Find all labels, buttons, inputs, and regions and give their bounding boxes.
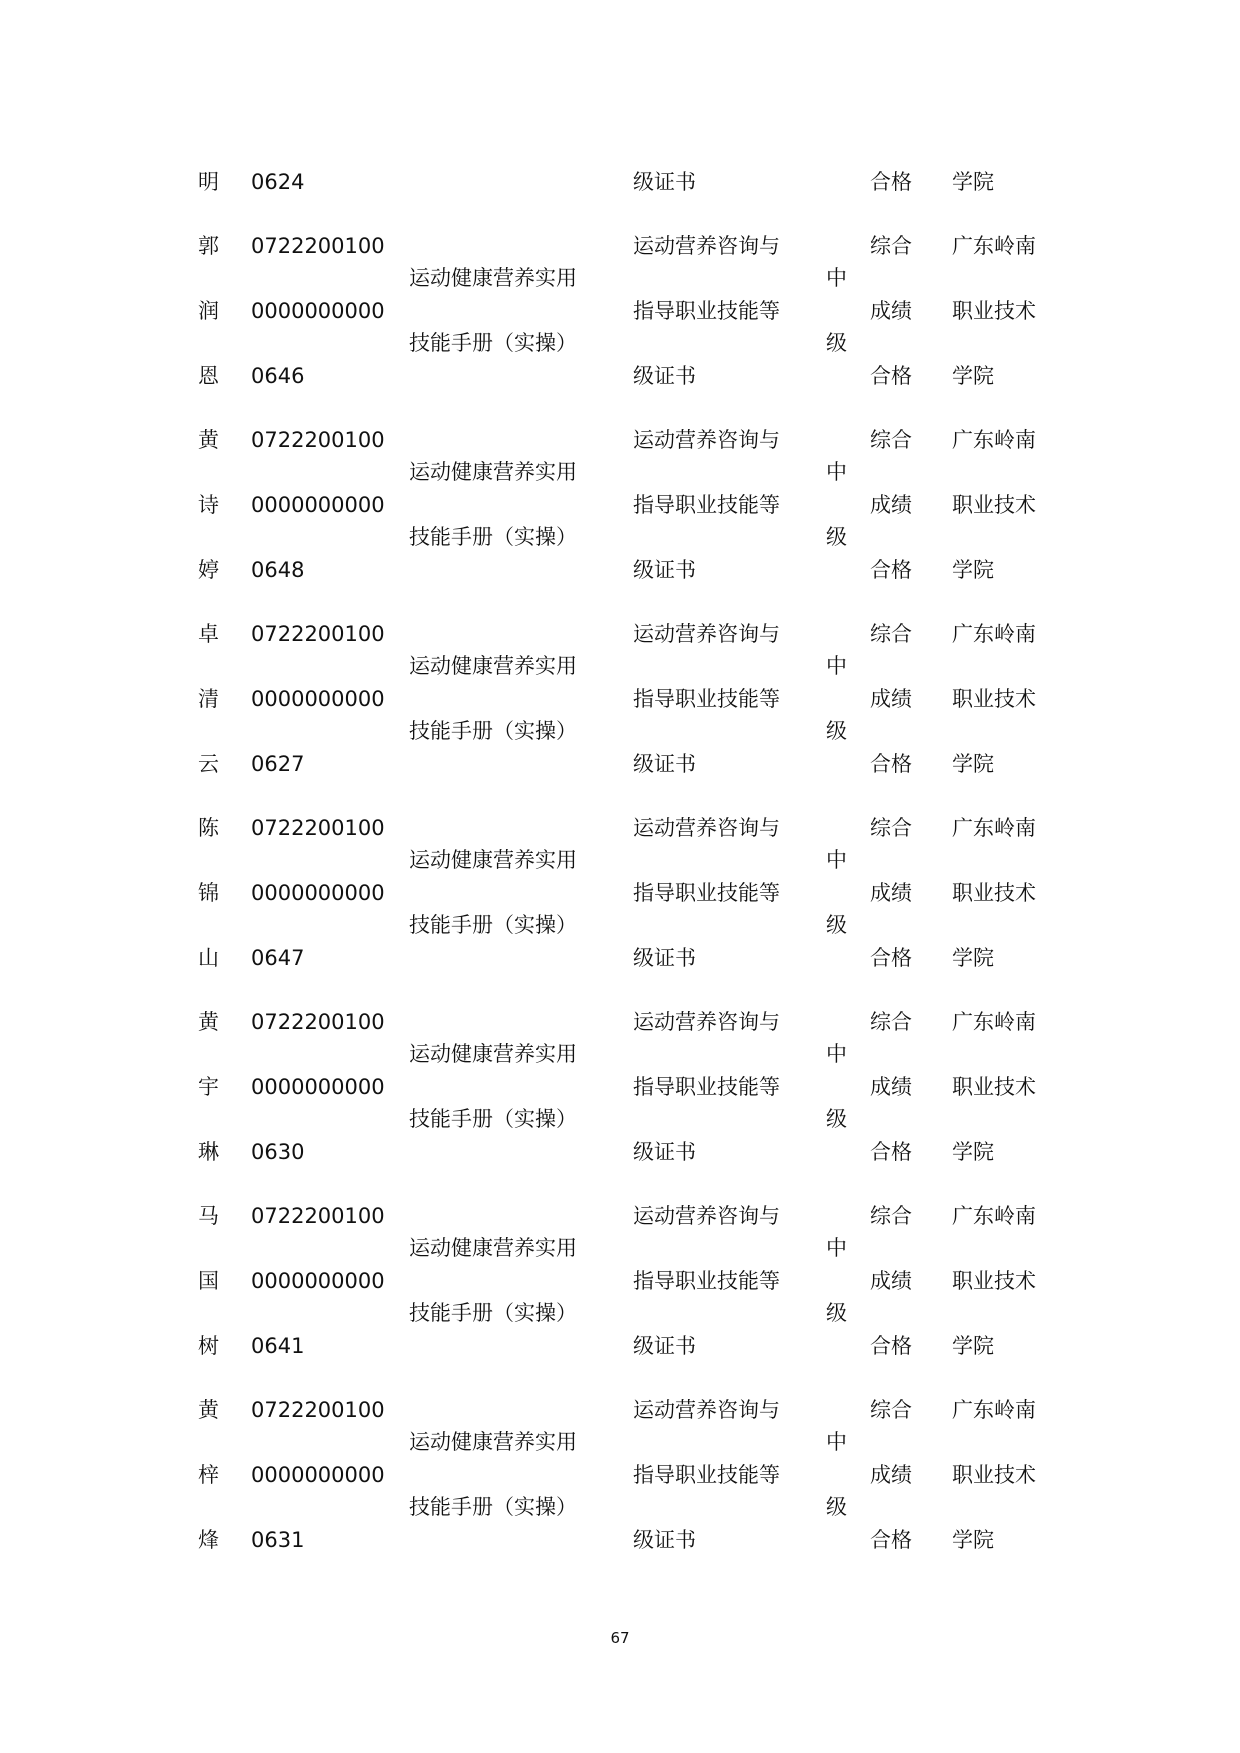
level-cell: 级	[826, 913, 847, 937]
school-cell: 学院	[952, 364, 994, 388]
textbook-cell: 技能手册（实操）	[409, 719, 577, 743]
id-cell: 0722200100	[251, 816, 385, 840]
result-cell: 综合	[870, 234, 912, 258]
school-cell: 广东岭南	[952, 622, 1036, 646]
name-cell: 清	[198, 687, 219, 711]
id-cell: 0722200100	[251, 1010, 385, 1034]
name-cell: 国	[198, 1269, 219, 1293]
result-cell: 成绩	[870, 299, 912, 323]
id-cell: 0000000000	[251, 1269, 385, 1293]
name-cell: 婷	[198, 558, 219, 582]
name-cell: 梓	[198, 1463, 219, 1487]
certificate-cell: 指导职业技能等	[633, 1463, 780, 1487]
result-cell: 成绩	[870, 1463, 912, 1487]
certificate-cell: 指导职业技能等	[633, 1269, 780, 1293]
level-cell: 中	[826, 654, 847, 678]
certificate-cell: 级证书	[633, 558, 696, 582]
id-cell: 0722200100	[251, 1204, 385, 1228]
name-cell: 琳	[198, 1140, 219, 1164]
school-cell: 广东岭南	[952, 1398, 1036, 1422]
textbook-cell: 技能手册（实操）	[409, 1495, 577, 1519]
result-cell: 成绩	[870, 493, 912, 517]
result-cell: 成绩	[870, 687, 912, 711]
textbook-cell: 运动健康营养实用	[409, 848, 577, 872]
id-cell: 0000000000	[251, 299, 385, 323]
school-cell: 学院	[952, 1528, 994, 1552]
certificate-cell: 级证书	[633, 1140, 696, 1164]
name-cell: 陈	[198, 816, 219, 840]
name-cell: 郭	[198, 234, 219, 258]
certificate-cell: 级证书	[633, 752, 696, 776]
id-cell: 0000000000	[251, 1075, 385, 1099]
certificate-cell: 指导职业技能等	[633, 493, 780, 517]
school-cell: 职业技术	[952, 881, 1036, 905]
name-cell: 黄	[198, 1010, 219, 1034]
result-cell: 综合	[870, 816, 912, 840]
result-cell: 合格	[870, 558, 912, 582]
id-cell: 0631	[251, 1528, 305, 1552]
id-cell: 0000000000	[251, 1463, 385, 1487]
result-cell: 成绩	[870, 1075, 912, 1099]
level-cell: 中	[826, 1430, 847, 1454]
school-cell: 学院	[952, 1334, 994, 1358]
result-cell: 综合	[870, 1010, 912, 1034]
name-cell: 恩	[198, 364, 219, 388]
school-cell: 学院	[952, 752, 994, 776]
name-cell: 锦	[198, 881, 219, 905]
school-cell: 学院	[952, 1140, 994, 1164]
certificate-cell: 指导职业技能等	[633, 299, 780, 323]
level-cell: 中	[826, 266, 847, 290]
level-cell: 级	[826, 525, 847, 549]
school-cell: 职业技术	[952, 1269, 1036, 1293]
id-cell: 0722200100	[251, 234, 385, 258]
school-cell: 职业技术	[952, 687, 1036, 711]
result-cell: 成绩	[870, 1269, 912, 1293]
textbook-cell: 技能手册（实操）	[409, 1301, 577, 1325]
textbook-cell: 技能手册（实操）	[409, 913, 577, 937]
result-cell: 综合	[870, 1398, 912, 1422]
result-cell: 合格	[870, 364, 912, 388]
result-cell: 合格	[870, 752, 912, 776]
result-cell: 综合	[870, 622, 912, 646]
school-cell: 职业技术	[952, 1463, 1036, 1487]
id-cell: 0624	[251, 170, 305, 194]
certificate-cell: 运动营养咨询与	[633, 622, 780, 646]
certificate-cell: 指导职业技能等	[633, 687, 780, 711]
certificate-cell: 运动营养咨询与	[633, 428, 780, 452]
result-cell: 合格	[870, 1334, 912, 1358]
id-cell: 0630	[251, 1140, 305, 1164]
certificate-cell: 运动营养咨询与	[633, 816, 780, 840]
page-number: 67	[610, 1629, 630, 1647]
level-cell: 中	[826, 1236, 847, 1260]
id-cell: 0722200100	[251, 1398, 385, 1422]
result-cell: 合格	[870, 1140, 912, 1164]
certificate-cell: 指导职业技能等	[633, 881, 780, 905]
name-cell: 卓	[198, 622, 219, 646]
result-cell: 综合	[870, 1204, 912, 1228]
textbook-cell: 运动健康营养实用	[409, 460, 577, 484]
name-cell: 黄	[198, 428, 219, 452]
school-cell: 职业技术	[952, 493, 1036, 517]
level-cell: 级	[826, 1495, 847, 1519]
name-cell: 云	[198, 752, 219, 776]
level-cell: 级	[826, 331, 847, 355]
school-cell: 学院	[952, 558, 994, 582]
id-cell: 0000000000	[251, 881, 385, 905]
name-cell: 烽	[198, 1528, 219, 1552]
name-cell: 润	[198, 299, 219, 323]
level-cell: 级	[826, 1301, 847, 1325]
textbook-cell: 技能手册（实操）	[409, 331, 577, 355]
textbook-cell: 运动健康营养实用	[409, 1236, 577, 1260]
textbook-cell: 运动健康营养实用	[409, 266, 577, 290]
school-cell: 职业技术	[952, 299, 1036, 323]
name-cell: 黄	[198, 1398, 219, 1422]
certificate-cell: 运动营养咨询与	[633, 234, 780, 258]
school-cell: 广东岭南	[952, 1204, 1036, 1228]
certificate-cell: 运动营养咨询与	[633, 1010, 780, 1034]
name-cell: 宇	[198, 1075, 219, 1099]
result-cell: 综合	[870, 428, 912, 452]
name-cell: 明	[198, 170, 219, 194]
school-cell: 职业技术	[952, 1075, 1036, 1099]
name-cell: 山	[198, 946, 219, 970]
result-cell: 成绩	[870, 881, 912, 905]
level-cell: 中	[826, 460, 847, 484]
name-cell: 诗	[198, 493, 219, 517]
certificate-cell: 运动营养咨询与	[633, 1204, 780, 1228]
school-cell: 广东岭南	[952, 1010, 1036, 1034]
level-cell: 中	[826, 1042, 847, 1066]
id-cell: 0647	[251, 946, 305, 970]
level-cell: 级	[826, 719, 847, 743]
school-cell: 学院	[952, 170, 994, 194]
level-cell: 级	[826, 1107, 847, 1131]
id-cell: 0646	[251, 364, 305, 388]
textbook-cell: 运动健康营养实用	[409, 1430, 577, 1454]
id-cell: 0000000000	[251, 687, 385, 711]
result-cell: 合格	[870, 1528, 912, 1552]
id-cell: 0722200100	[251, 428, 385, 452]
certificate-cell: 级证书	[633, 946, 696, 970]
id-cell: 0641	[251, 1334, 305, 1358]
certificate-cell: 级证书	[633, 170, 696, 194]
level-cell: 中	[826, 848, 847, 872]
certificate-cell: 指导职业技能等	[633, 1075, 780, 1099]
result-cell: 合格	[870, 946, 912, 970]
school-cell: 广东岭南	[952, 234, 1036, 258]
id-cell: 0648	[251, 558, 305, 582]
certificate-cell: 运动营养咨询与	[633, 1398, 780, 1422]
id-cell: 0000000000	[251, 493, 385, 517]
id-cell: 0722200100	[251, 622, 385, 646]
textbook-cell: 运动健康营养实用	[409, 1042, 577, 1066]
certificate-cell: 级证书	[633, 1528, 696, 1552]
school-cell: 广东岭南	[952, 428, 1036, 452]
textbook-cell: 技能手册（实操）	[409, 1107, 577, 1131]
certificate-cell: 级证书	[633, 1334, 696, 1358]
school-cell: 广东岭南	[952, 816, 1036, 840]
certificate-cell: 级证书	[633, 364, 696, 388]
textbook-cell: 运动健康营养实用	[409, 654, 577, 678]
school-cell: 学院	[952, 946, 994, 970]
name-cell: 马	[198, 1204, 219, 1228]
result-cell: 合格	[870, 170, 912, 194]
name-cell: 树	[198, 1334, 219, 1358]
textbook-cell: 技能手册（实操）	[409, 525, 577, 549]
id-cell: 0627	[251, 752, 305, 776]
